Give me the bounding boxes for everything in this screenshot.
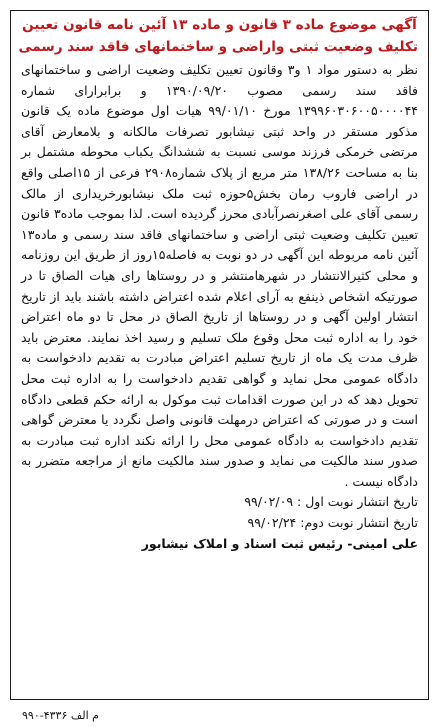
notice-body: [21, 60, 418, 492]
notice-title-line-1: آگهی موضوع ماده ۳ قانون و ماده ۱۳ آئین نامه قانون تعیین: [22, 17, 417, 33]
notice-title-line-2: تکلیف وضعیت ثبتی واراضی و ساختمانهای فاقد سند رسمی: [18, 39, 418, 55]
notice-body-text: نظر به دستور مواد ۱ و۳ وقانون تعیین تکلیف وضعیت اراضی و ساختمانهای فاقد سند رسمی مصوب ۱۳۹۰/۰۹/۲۰ و برابرارای شماره ۱۳۹۹۶۰۳۰۶۰۰۵۰۰۰۰۴۴ مورخ ۹۹/۰۱/۱۰ هیات اول موضوع ماده یک قانون مذکور مستقر در واحد ثبتی نیشابور تصرفات مالکانه و بلامعارض آقای مرتضی خرمکی فرزند موسی نسبت به ششدانگ یکباب محوطه مشتمل بر بنا به مساحت ۱۳۸/۲۶ متر مربع از پلاک شماره۲۹۰۸ فرعی از ۱۵اصلی واقع در اراضی فاروب رمان بخش۵حوزه ثبت ملک نیشابورخریداری از مالک رسمی آقای علی اصغرنصرآبادی محرز گردیده است. لذا بموجب ماده۳ قانون تعیین تکلیف وضعیت ثبتی اراضی و ساختمانهای فاقد سند رسمی و ماده۱۳ آئین نامه مربوطه این آگهی در دو نوبت به فاصله۱۵روز از طریق این روزنامه و محلی کثیرالانتشار در شهرهامنتشر و در روستاها رای هیات الصاق تا در صورتیکه اشخاص ذینفع به آرای اعلام شده اعتراض داشته باشند باید از تاریخ انتشار اولین آگهی و در روستاها از تاریخ الصاق در محل تا دو ماه اعتراض خود را به اداره ثبت محل وقوع ملک تسلیم و رسید اخذ نمایند. معترض باید ظرف مدت یک ماه از تاریخ تسلیم اعتراض مبادرت به تقدیم دادخواست به دادگاه عمومی محل نماید و گواهی تقدیم دادخواست را به اداره ثبت محل تحویل دهد که در این صورت اقدامات ثبت موکول به ارائه حکم قطعی دادگاه است و در صورتی که اعتراض درمهلت قانونی واصل نگردد یا معترض گواهی تقدیم دادخواست به دادگاه عمومی محل را ارائه نکند اداره ثبت مبادرت به صدور سند مالکیت می نماید و صدور سند مالکیت مانع از مراجعه متضرر به دادگاه نیست .: [21, 62, 419, 489]
legal-notice: [10, 10, 429, 700]
notice-reference-code: م الف ۴۳۳۶-۹۹۰: [22, 709, 99, 722]
notice-signature: علی امینی- رئیس ثبت اسناد و املاک نیشابور: [141, 535, 418, 551]
publication-date-second: تاریخ انتشار نوبت دوم: ۹۹/۰۲/۲۴: [247, 515, 418, 531]
publication-date-first: تاریخ انتشار نوبت اول : ۹۹/۰۲/۰۹: [244, 494, 418, 510]
